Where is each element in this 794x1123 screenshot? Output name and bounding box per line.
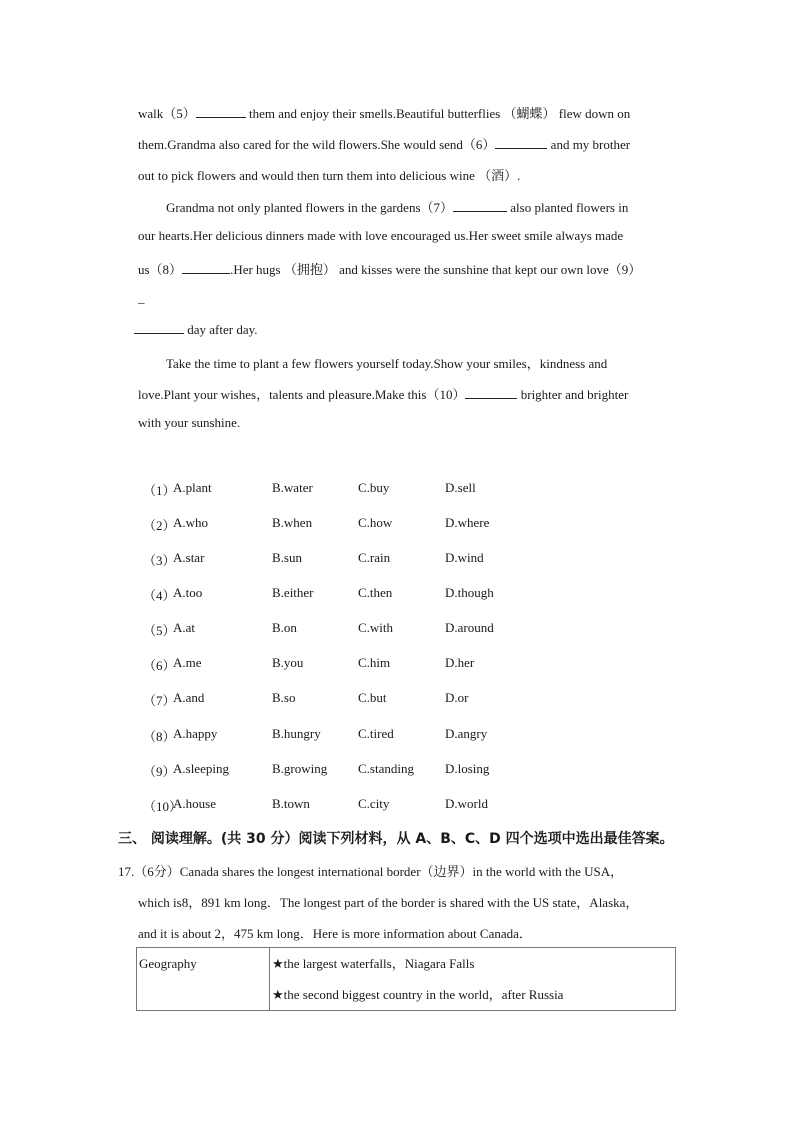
option-c[interactable]: C.how xyxy=(358,515,393,530)
answer-blank-8[interactable] xyxy=(182,261,230,274)
answer-blank-9[interactable] xyxy=(134,321,184,334)
answer-blank-7[interactable] xyxy=(453,199,507,212)
option-c[interactable]: C.him xyxy=(358,655,391,670)
passage-text: walk（5） xyxy=(138,106,196,121)
option-b[interactable]: B.water xyxy=(272,480,313,495)
passage-text: and my brother xyxy=(547,137,631,152)
passage-line xyxy=(138,384,628,403)
passage-line xyxy=(134,321,258,338)
option-d[interactable]: D.around xyxy=(445,620,494,635)
info-table xyxy=(136,947,676,1011)
option-b[interactable]: B.on xyxy=(272,620,297,635)
passage-text: us（8） xyxy=(138,262,183,277)
question-17-line: 17.（6分）Canada shares the longest international border（边界）in the world with the USA， xyxy=(118,864,624,879)
option-a[interactable]: A.too xyxy=(173,585,203,600)
answer-blank-6[interactable] xyxy=(495,136,547,149)
passage-text: them and enjoy their smells.Beautiful butterflies （蝴蝶） flew down on xyxy=(245,106,631,121)
option-a[interactable]: A.house xyxy=(173,796,216,811)
fact-item: ★the largest waterfalls，Niagara Falls xyxy=(272,956,475,971)
passage-text: day after day. xyxy=(184,322,258,337)
passage-text: love.Plant your wishes，talents and pleasure.Make this（10） xyxy=(138,387,466,402)
passage-line: out to pick flowers and would then turn them into delicious wine （酒）. xyxy=(138,168,521,183)
option-b[interactable]: B.hungry xyxy=(272,726,321,741)
option-c[interactable]: C.but xyxy=(358,690,387,705)
option-d[interactable]: D.angry xyxy=(445,726,488,741)
table-cell-facts xyxy=(270,948,676,1011)
option-number: （8） xyxy=(143,729,176,744)
passage-line xyxy=(138,103,630,122)
passage-line: our hearts.Her delicious dinners made with love encouraged us.Her sweet smile always made xyxy=(138,228,624,243)
option-b[interactable]: B.town xyxy=(272,796,310,811)
section-heading: 三、 阅读理解。(共 30 分）阅读下列材料，从 A、B、C、D 四个选项中选出最佳答案。 xyxy=(118,831,674,847)
option-d[interactable]: D.or xyxy=(445,690,469,705)
question-17-line: and it is about 2，475 km long．Here is more information about Canada． xyxy=(138,926,532,941)
option-d[interactable]: D.losing xyxy=(445,761,490,776)
option-number: （7） xyxy=(143,693,176,708)
table-row xyxy=(137,948,676,1011)
option-a[interactable]: A.plant xyxy=(173,480,212,495)
option-c[interactable]: C.tired xyxy=(358,726,394,741)
option-number: （6） xyxy=(143,658,176,673)
passage-line: _ xyxy=(138,290,145,305)
option-number: （3） xyxy=(143,553,176,568)
fact-item: ★the second biggest country in the world，after Russia xyxy=(272,987,564,1002)
option-d[interactable]: D.where xyxy=(445,515,490,530)
option-d[interactable]: D.wind xyxy=(445,550,484,565)
option-b[interactable]: B.sun xyxy=(272,550,302,565)
answer-blank-5[interactable] xyxy=(196,105,246,118)
passage-text: them.Grandma also cared for the wild flowers.She would send（6） xyxy=(138,137,496,152)
option-b[interactable]: B.growing xyxy=(272,761,328,776)
passage-line xyxy=(166,197,628,216)
answer-blank-10[interactable] xyxy=(465,386,517,399)
option-d[interactable]: D.her xyxy=(445,655,475,670)
option-a[interactable]: A.happy xyxy=(173,726,218,741)
passage-line xyxy=(138,134,630,153)
option-a[interactable]: A.star xyxy=(173,550,205,565)
option-c[interactable]: C.buy xyxy=(358,480,390,495)
option-number: （5） xyxy=(143,623,176,638)
option-d[interactable]: D.sell xyxy=(445,480,476,495)
question-17-line: which is8，891 km long．The longest part of the border is shared with the US state，Alaska， xyxy=(138,895,639,910)
category-label: Geography xyxy=(139,956,197,971)
option-a[interactable]: A.at xyxy=(173,620,196,635)
passage-text: also planted flowers in xyxy=(507,200,629,215)
option-b[interactable]: B.you xyxy=(272,655,304,670)
option-d[interactable]: D.though xyxy=(445,585,494,600)
passage-line: Take the time to plant a few flowers yourself today.Show your smiles，kindness and xyxy=(166,356,608,371)
option-a[interactable]: A.sleeping xyxy=(173,761,229,776)
option-c[interactable]: C.with xyxy=(358,620,394,635)
option-b[interactable]: B.so xyxy=(272,690,296,705)
passage-text: .Her hugs （拥抱） and kisses were the sunshine that kept our own love（9） xyxy=(230,262,642,277)
option-number: （1） xyxy=(143,483,176,498)
option-a[interactable]: A.and xyxy=(173,690,205,705)
option-a[interactable]: A.who xyxy=(173,515,209,530)
option-number: （2） xyxy=(143,518,176,533)
passage-text: Grandma not only planted flowers in the gardens（7） xyxy=(166,200,454,215)
option-c[interactable]: C.city xyxy=(358,796,390,811)
option-c[interactable]: C.then xyxy=(358,585,393,600)
table-cell-category xyxy=(137,948,270,1011)
option-number: （9） xyxy=(143,764,176,779)
option-c[interactable]: C.standing xyxy=(358,761,414,776)
option-c[interactable]: C.rain xyxy=(358,550,391,565)
option-number: （10） xyxy=(143,799,183,814)
option-a[interactable]: A.me xyxy=(173,655,202,670)
option-b[interactable]: B.when xyxy=(272,515,313,530)
passage-line: with your sunshine. xyxy=(138,415,241,430)
option-d[interactable]: D.world xyxy=(445,796,488,811)
option-b[interactable]: B.either xyxy=(272,585,314,600)
passage-text: brighter and brighter xyxy=(517,387,629,402)
passage-line xyxy=(138,259,641,278)
option-number: （4） xyxy=(143,588,176,603)
